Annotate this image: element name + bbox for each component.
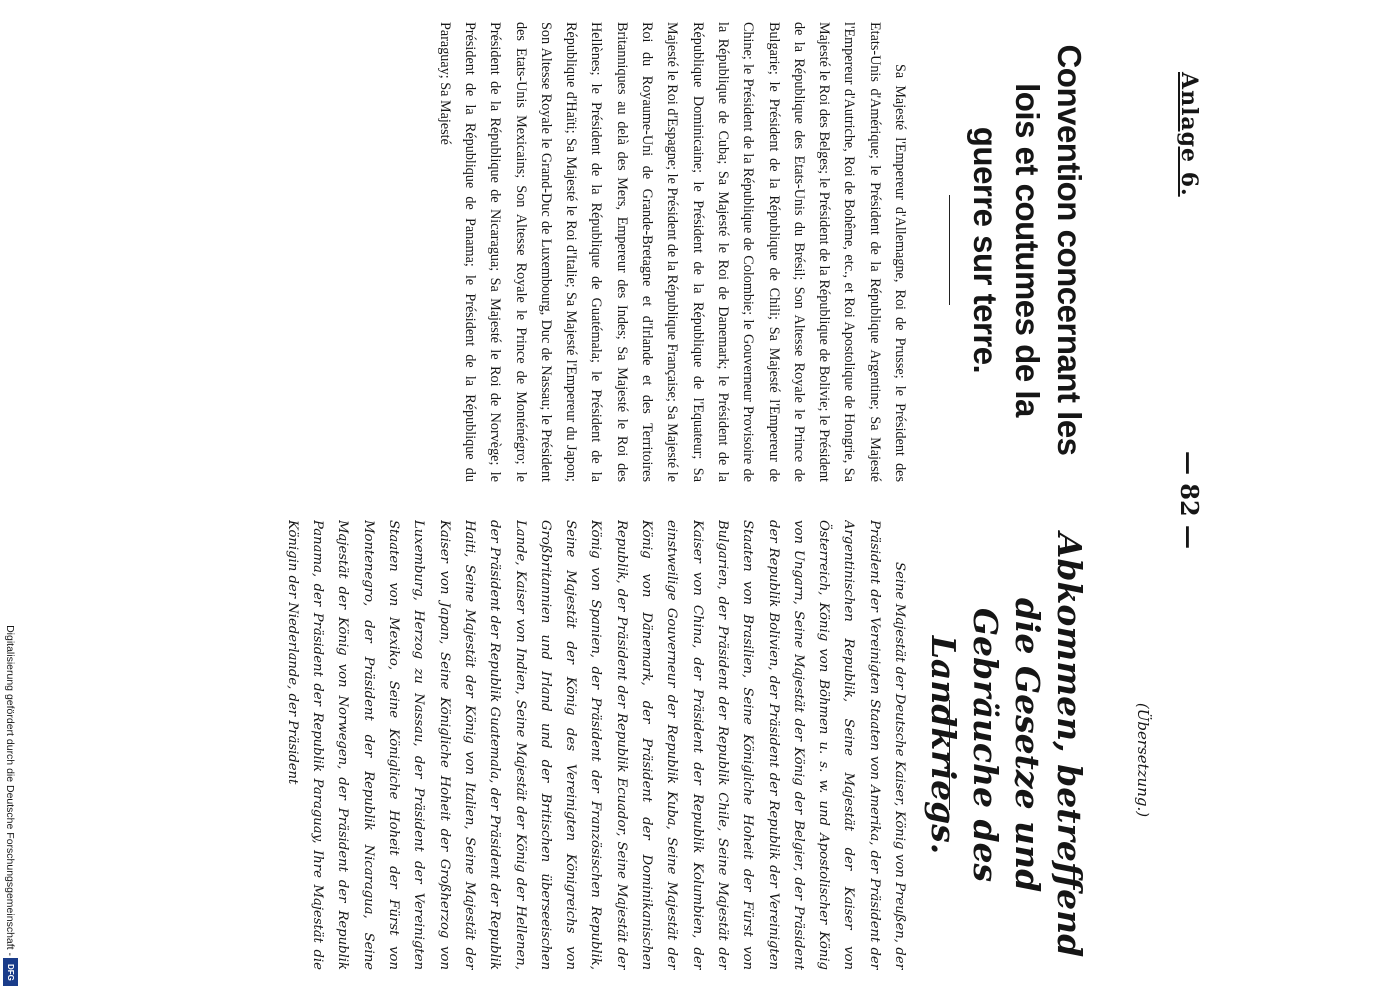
translation-note: (Übersetzung.) [1134,702,1152,818]
french-title-rule [949,195,950,305]
french-paragraph: Sa Majesté l'Empereur d'Allemagne, Roi de Prusse; le Président des Etats-Unis d'Amérique; le Président de la République Argentine; Sa Majesté l'Empereur d'Autriche, Roi de Bohême, etc., et Roi Apostolique de Hongrie, Sa Majesté le Roi des Belges; le Président de la République de Bolivie; le Président de la République des Etats-Unis du Brésil; Son Altesse Royale le Prince de Bulgarie; le Président de la République de Chili; Sa Majesté l'Empereur de Chine; le Président de la République de Colombie; le Gouverneur Provisoire de la République de Cuba; Sa Majesté le Roi de Danemark; le Président de la République Dominicaine; le Président de la République de l'Equateur; Sa Majesté le Roi d'Espagne; le Président de la République Française; Sa Majesté le Roi du Royaume-Uni de Grande-Bretagne et d'Irlande et des Territoires Britanniques au delà des Mers, Empereur des Indes; Sa Majesté le Roi des Hellènes; le Président de la République de Guatémala; le Président de la République d'Haïti; Sa Majesté le Roi d'Italie; Sa Majesté l'Empereur du Japon; Son Altesse Royale le Grand-Duc de Luxembourg, Duc de Nassau; le Président des Etats-Unis Mexicains; Son Altesse Royale le Prince de Monténégro; le Président de la République de Nicaragua; Sa Majesté le Roi de Norvège; le Président de la République de Panama; le Président de la République du Paraguay; Sa Majesté [436,22,908,482]
german-paragraph: Seine Majestät der Deutsche Kaiser, König von Preußen, der Präsident der Vereinigten Staaten von Amerika, der Präsident der Argentinischen Republik, Seine Majestät der Kaiser von Österreich, König von Böhmen u. s. w. und Apostolischer König von Ungarn, Seine Majestät der König der Belgier, der Präsident der Republik Bolivien, der Präsident der Republik der Vereinigten Staaten von Brasilien, Seine Königliche Hoheit der Fürst von Bulgarien, der Präsident der Republik Chile, Seine Majestät der Kaiser von China, der Präsident der Republik Kolumbien, der einstweilige Gouverneur der Republik Kuba, Seine Majestät der König von Dänemark, der Präsident der Dominikanischen Republik, der Präsident der Republik Ecuador, Seine Majestät der König von Spanien, der Präsident der Französischen Republik, Seine Majestät der König des Vereinigten Königreichs von Großbritannien und Irland und der Britischen überseeischen Lande, Kaiser von Indien, Seine Majestät der König der Hellenen, der Präsident der Republik Guatemala, der Präsident der Republik Haiti, Seine Majestät der König von Italien, Seine Majestät der Kaiser von Japan, Seine Königliche Hoheit der Großherzog von Luxemburg, Herzog zu Nassau, der Präsident der Vereinigten Staaten von Mexiko, Seine Königliche Hoheit der Fürst von Montenegro, der Präsident der Republik Nicaragua, Seine Majestät der König von Norwegen, der Präsident der Republik Panama, der Präsident der Republik Paraguay, Ihre Majestät die Königin der Niederlande, der Präsident [284,520,907,970]
dfg-logo-icon: DFG [3,958,18,986]
german-text-column [142,520,912,970]
german-title: Abkommen, betreffend die Gesetze und Gebräuche des Landkriegs. [924,532,1089,958]
running-header [1168,60,1208,940]
footer-credit: Digitalisierung gefördert durch die Deutsche Forschungsgemeinschaft - [4,625,16,956]
page-number: — 82 — [1175,450,1204,550]
french-text-column [142,22,912,482]
german-title-rule [949,700,950,810]
digitization-footer [2,390,20,990]
rotated-document [130,0,1250,1000]
french-title: Convention concernant les lois et coutumes de la guerre sur terre. [967,44,1088,456]
appendix-label: Anlage 6. [1176,72,1202,197]
